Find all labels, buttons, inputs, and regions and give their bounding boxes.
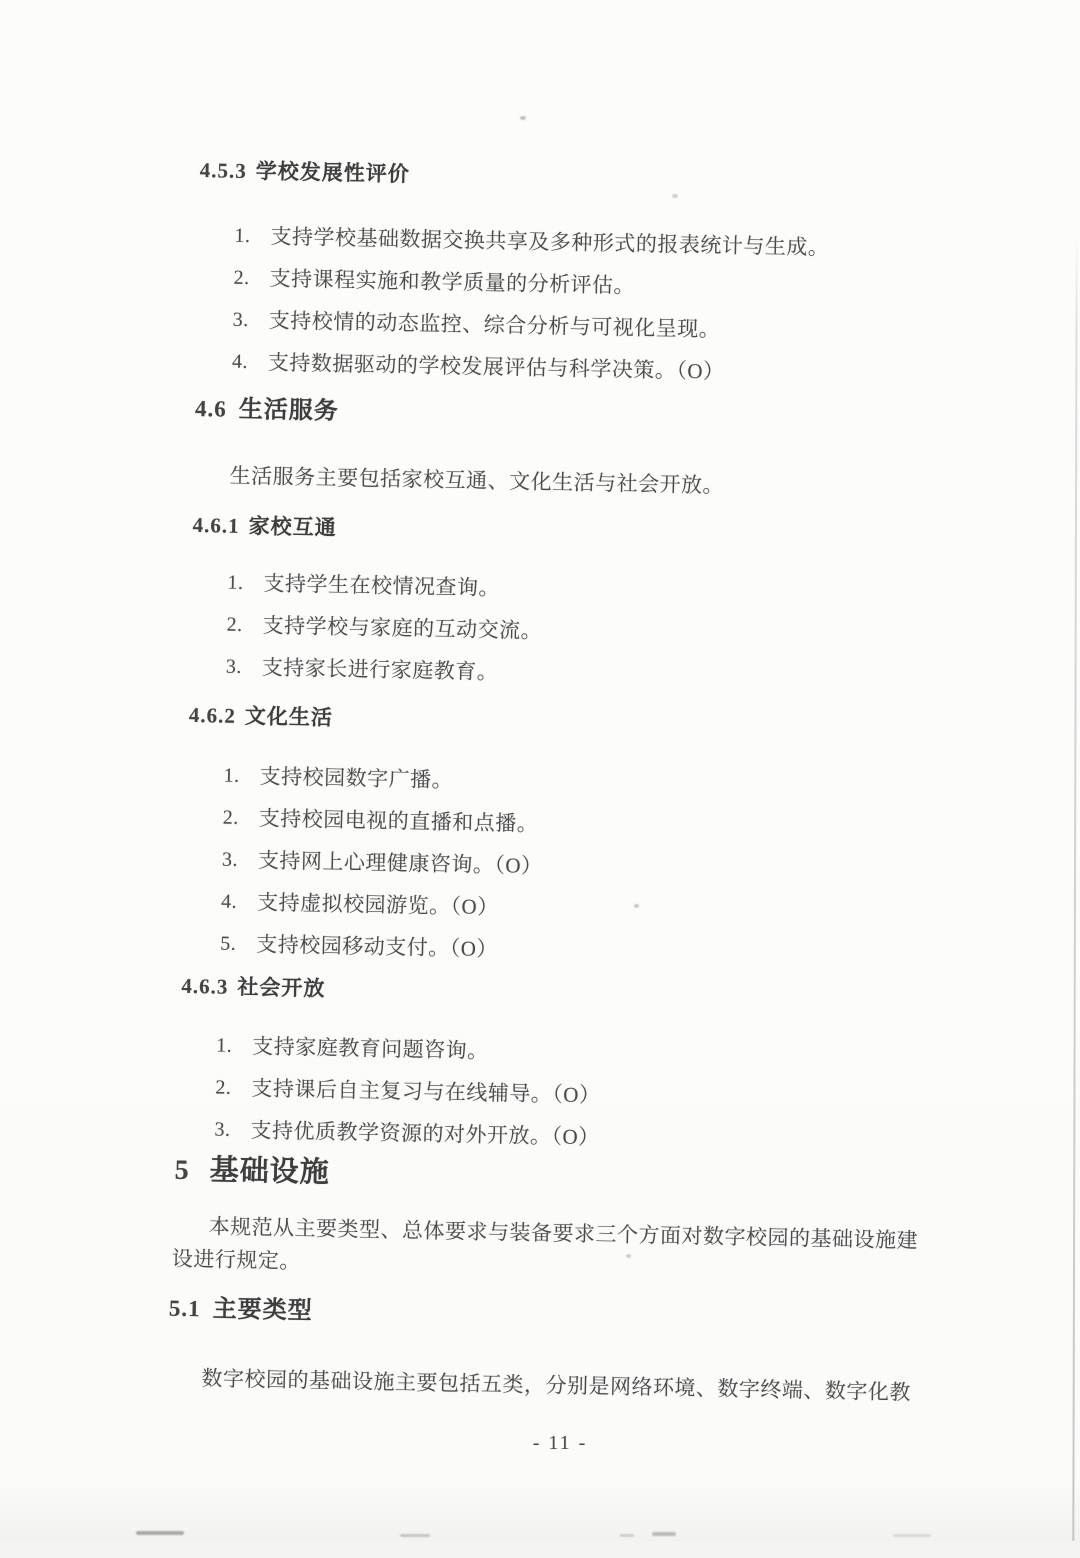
section-heading-4-6-3 bbox=[181, 971, 326, 1005]
scan-artifact bbox=[652, 1532, 676, 1536]
list-item-text: 支持学校基础数据交换共享及多种形式的报表统计与生成。 bbox=[270, 215, 830, 268]
paragraph-5-line2: 设进行规定。 bbox=[172, 1243, 302, 1278]
list-item-number: 2. bbox=[222, 797, 259, 840]
section-heading-5-1 bbox=[169, 1292, 313, 1329]
list-item bbox=[225, 646, 541, 694]
list-item bbox=[227, 562, 543, 610]
paragraph-4-6: 生活服务主要包括家校互通、文化生活与社会开放。 bbox=[229, 460, 724, 502]
list-item-text: 支持学校与家庭的互动交流。 bbox=[262, 604, 542, 652]
section-number: 5.1 bbox=[169, 1296, 201, 1322]
list-item bbox=[226, 604, 542, 652]
scan-artifact bbox=[400, 1534, 430, 1537]
list-item-number: 3. bbox=[225, 646, 262, 689]
requirement-list-4-6-1 bbox=[225, 562, 543, 694]
list-item-number: 4. bbox=[221, 881, 258, 924]
requirement-list-4-6-2 bbox=[220, 755, 545, 971]
list-item-number: 3. bbox=[232, 299, 269, 342]
scan-artifact bbox=[893, 1534, 931, 1537]
requirement-list-4-6-3 bbox=[214, 1025, 602, 1159]
section-number: 4.6.1 bbox=[192, 513, 239, 538]
list-item-number: 1. bbox=[234, 215, 271, 258]
chapter-heading-5 bbox=[174, 1150, 330, 1194]
list-item-text: 支持学生在校情况查询。 bbox=[263, 562, 500, 609]
list-item-number: 3. bbox=[214, 1108, 251, 1151]
list-item-text: 支持校情的动态监控、综合分析与可视化呈现。 bbox=[268, 299, 720, 350]
section-heading-4-6-2 bbox=[189, 700, 334, 734]
scan-artifact bbox=[136, 1531, 184, 1535]
list-item-text: 支持校园移动支付。（O） bbox=[256, 923, 498, 970]
chapter-number: 5 bbox=[174, 1155, 190, 1186]
scan-artifact bbox=[672, 194, 678, 198]
list-item-text: 支持优质教学资源的对外开放。（O） bbox=[250, 1109, 600, 1158]
chapter-title: 基础设施 bbox=[209, 1154, 330, 1188]
page-number: - 11 - bbox=[500, 1432, 620, 1455]
paragraph-5-1: 数字校园的基础设施主要包括五类，分别是网络环境、数字终端、数字化教 bbox=[201, 1362, 911, 1408]
scan-artifact bbox=[520, 116, 526, 120]
list-item bbox=[221, 881, 542, 929]
list-item bbox=[222, 839, 543, 887]
list-item-number: 5. bbox=[220, 923, 257, 966]
list-item-text: 支持校园数字广播。 bbox=[259, 755, 453, 801]
section-title: 生活服务 bbox=[238, 396, 339, 425]
list-item-number: 1. bbox=[216, 1025, 253, 1068]
list-item-text: 支持校园电视的直播和点播。 bbox=[258, 797, 538, 845]
list-item-text: 支持课程实施和教学质量的分析评估。 bbox=[269, 257, 635, 306]
section-heading-4-6-1 bbox=[192, 510, 337, 544]
scan-artifact bbox=[634, 904, 639, 908]
section-number: 4.6.2 bbox=[189, 703, 236, 728]
section-heading-4-6 bbox=[195, 392, 339, 429]
list-item-text: 支持家庭教育问题咨询。 bbox=[252, 1025, 489, 1072]
section-title: 主要类型 bbox=[212, 1295, 313, 1324]
section-title: 社会开放 bbox=[237, 976, 325, 1001]
list-item-text: 支持数据驱动的学校发展评估与科学决策。（O） bbox=[268, 341, 725, 392]
section-title: 家校互通 bbox=[248, 515, 336, 540]
section-number: 4.6.3 bbox=[181, 974, 228, 999]
section-number: 4.5.3 bbox=[200, 158, 247, 183]
paragraph-5-line1: 本规范从主要类型、总体要求与装备要求三个方面对数字校园的基础设施建 bbox=[208, 1210, 918, 1256]
scan-artifact bbox=[626, 1254, 631, 1258]
list-item-text: 支持虚拟校园游览。（O） bbox=[257, 881, 499, 928]
list-item-text: 支持网上心理健康咨询。（O） bbox=[258, 839, 543, 887]
list-item-number: 1. bbox=[223, 755, 260, 798]
list-item bbox=[220, 923, 541, 971]
list-item-number: 4. bbox=[232, 341, 269, 384]
requirement-list-4-5-3 bbox=[232, 215, 830, 395]
list-item bbox=[223, 755, 544, 803]
list-item-number: 2. bbox=[226, 604, 263, 647]
section-heading-4-5-3 bbox=[199, 155, 410, 190]
scan-artifact bbox=[620, 1534, 634, 1537]
list-item-number: 1. bbox=[227, 562, 264, 605]
list-item-text: 支持课后自主复习与在线辅导。（O） bbox=[251, 1067, 601, 1116]
section-title: 文化生活 bbox=[245, 705, 333, 730]
list-item-number: 2. bbox=[233, 257, 270, 300]
list-item-number: 3. bbox=[222, 839, 259, 882]
section-title: 学校发展性评价 bbox=[256, 160, 410, 186]
list-item-number: 2. bbox=[215, 1066, 252, 1109]
section-number: 4.6 bbox=[195, 396, 227, 422]
list-item bbox=[222, 797, 543, 845]
list-item-text: 支持家长进行家庭教育。 bbox=[261, 646, 498, 693]
